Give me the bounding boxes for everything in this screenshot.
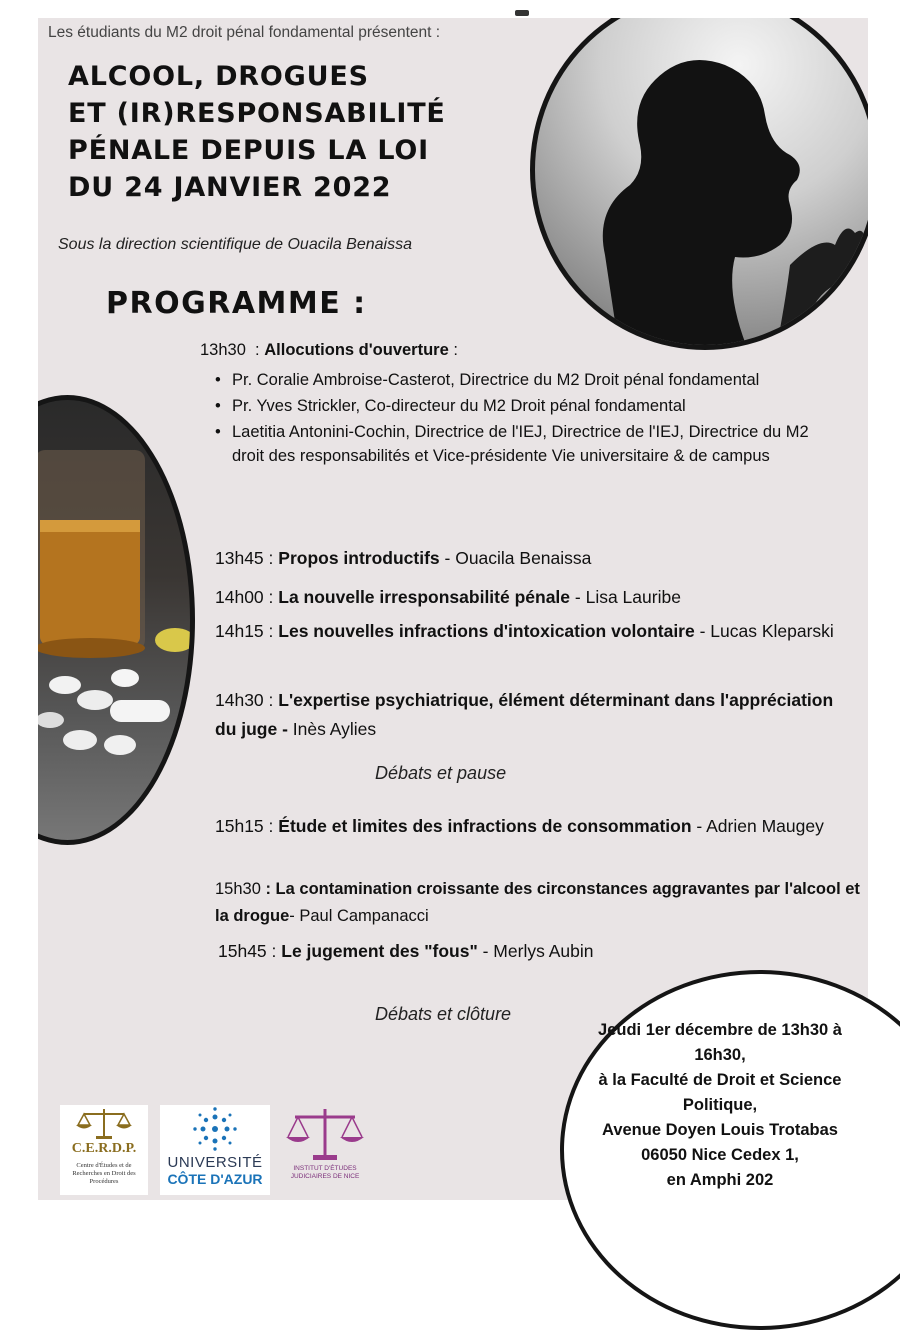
session-title: Propos introductifs <box>278 548 440 568</box>
title-line: DU 24 JANVIER 2022 <box>68 172 392 203</box>
drinks-and-pills-photo <box>38 395 195 845</box>
event-info <box>570 1018 870 1193</box>
schedule-item <box>215 686 845 744</box>
programme-heading: PROGRAMME : <box>106 286 367 321</box>
closing-label: Débats et clôture <box>375 1004 512 1024</box>
opening-session <box>200 341 458 360</box>
session-time: 15h15 : <box>215 816 274 836</box>
ien-caption: INSTITUT D'ÉTUDES JUDICIAIRES DE NICE <box>290 1165 360 1180</box>
opening-speakers-list <box>213 368 813 470</box>
session-time: 14h00 : <box>215 587 274 607</box>
title-line: ET (IR)RESPONSABILITÉ <box>68 98 446 129</box>
session-time: 15h30 <box>215 880 261 898</box>
uca-line1: UNIVERSITÉ <box>167 1154 263 1171</box>
presenters-line: Les étudiants du M2 droit pénal fondamental présentent : <box>48 24 441 41</box>
glass-and-pills-illustration <box>38 400 195 845</box>
session-speaker: - Paul Campanacci <box>289 907 429 925</box>
schedule-item <box>215 812 855 841</box>
schedule-item <box>215 544 815 573</box>
uca-line2: CÔTE D'AZUR <box>167 1171 263 1187</box>
dot-cluster-icon <box>160 1105 270 1153</box>
scientific-direction: Sous la direction scientifique de Ouacila Benaissa <box>58 236 412 253</box>
schedule-item <box>215 617 835 646</box>
silhouette-illustration <box>535 18 868 350</box>
cerdp-title: C.E.R.D.P. <box>71 1141 137 1156</box>
event-info-line: Jeudi 1er décembre de 13h30 à <box>598 1021 842 1039</box>
top-strip <box>0 0 900 18</box>
session-separator: : <box>245 341 260 359</box>
session-suffix: : <box>448 341 458 359</box>
schedule-item <box>218 937 838 966</box>
session-time: 13h30 <box>200 341 246 359</box>
event-info-line: 06050 Nice Cedex 1, <box>641 1146 799 1164</box>
event-info-line: Avenue Doyen Louis Trotabas <box>602 1121 838 1139</box>
session-title: Les nouvelles infractions d'intoxication volontaire <box>278 621 695 641</box>
scales-of-justice-icon <box>60 1105 148 1141</box>
scales-of-justice-icon <box>280 1105 370 1165</box>
session-title: : La contamination croissante des circonstances aggravantes par l'alcool et la drogue <box>215 880 860 925</box>
cerdp-logo <box>60 1105 148 1195</box>
session-speaker: - Adrien Maugey <box>691 816 824 836</box>
title-line: PÉNALE DEPUIS LA LOI <box>68 135 429 166</box>
session-title: L'expertise psychiatrique, élément déterminant dans l'appréciation du juge - <box>215 690 834 739</box>
session-speaker: - Merlys Aubin <box>477 941 594 961</box>
schedule-item <box>215 583 815 612</box>
session-time: 14h15 : <box>215 621 274 641</box>
top-mark <box>515 10 529 16</box>
silhouette-photo <box>530 18 868 350</box>
session-speaker: - Lisa Lauribe <box>570 587 681 607</box>
session-title: Le jugement des "fous" <box>281 941 478 961</box>
uca-logo <box>160 1105 270 1195</box>
break-label: Débats et pause <box>375 763 507 783</box>
event-info-line: en Amphi 202 <box>666 1171 774 1189</box>
session-time: 14h30 : <box>215 690 274 710</box>
session-speaker: - Ouacila Benaissa <box>439 548 592 568</box>
session-title: La nouvelle irresponsabilité pénale <box>278 587 571 607</box>
session-title: Allocutions d'ouverture <box>264 341 449 359</box>
session-time: 15h45 : <box>218 941 277 961</box>
cerdp-subtitle: Centre d'Études et de Recherches en Droit des Procédures <box>72 1162 136 1185</box>
list-item: • Pr. Coralie Ambroise-Casterot, Directrice du M2 Droit pénal fondamental <box>213 368 813 392</box>
title-line: ALCOOL, DROGUES <box>68 61 369 92</box>
schedule-item <box>215 876 865 930</box>
list-item: • Pr. Yves Strickler, Co-directeur du M2 Droit pénal fondamental <box>213 394 813 418</box>
ien-logo <box>280 1105 370 1195</box>
session-title: Étude et limites des infractions de consommation <box>278 816 692 836</box>
event-info-line: Politique, <box>682 1096 758 1114</box>
poster-title <box>68 58 446 206</box>
event-info-line: 16h30, <box>694 1046 746 1064</box>
list-item: • Laetitia Antonini-Cochin, Directrice de l'IEJ, Directrice de l'IEJ, Directrice du M2 droit des responsabilités et Vice-présidente Vie universitaire & de campus <box>213 420 813 468</box>
session-time: 13h45 : <box>215 548 274 568</box>
event-info-line: à la Faculté de Droit et Science <box>598 1071 842 1089</box>
session-speaker: Inès Aylies <box>287 719 377 739</box>
session-speaker: - Lucas Kleparski <box>694 621 834 641</box>
